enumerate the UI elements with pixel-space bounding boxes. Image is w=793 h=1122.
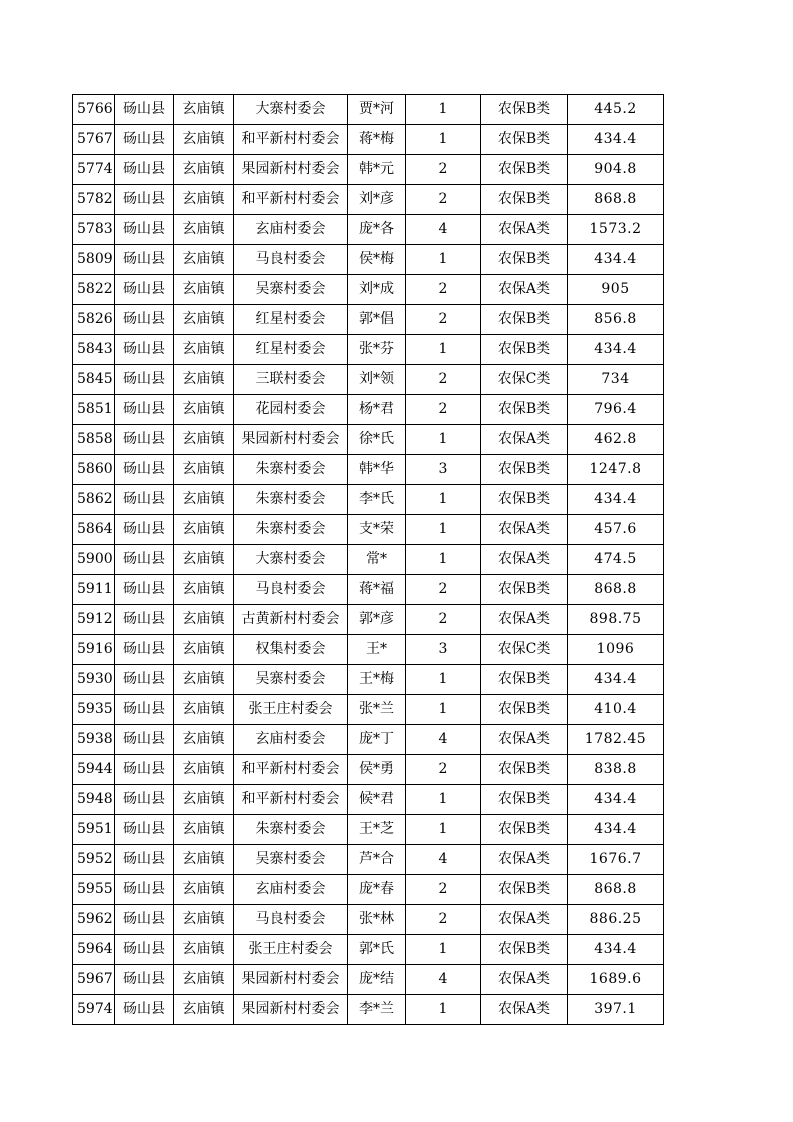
town-cell: 玄庙镇 <box>174 515 234 545</box>
category-cell: 农保A类 <box>481 275 568 305</box>
household-count-cell: 1 <box>406 695 481 725</box>
name-cell: 常* <box>348 545 406 575</box>
category-cell: 农保A类 <box>481 845 568 875</box>
household-count-cell: 1 <box>406 815 481 845</box>
table-row <box>73 485 664 515</box>
village-committee-cell: 权集村委会 <box>234 635 348 665</box>
county-cell: 砀山县 <box>115 425 174 455</box>
name-cell: 王*芝 <box>348 815 406 845</box>
household-count-cell: 1 <box>406 245 481 275</box>
village-committee-cell: 马良村委会 <box>234 905 348 935</box>
county-cell: 砀山县 <box>115 245 174 275</box>
amount-cell: 434.4 <box>568 485 664 515</box>
category-cell: 农保B类 <box>481 785 568 815</box>
amount-cell: 434.4 <box>568 785 664 815</box>
record-id-cell: 5782 <box>73 185 115 215</box>
name-cell: 庞*结 <box>348 965 406 995</box>
county-cell: 砀山县 <box>115 905 174 935</box>
amount-cell: 898.75 <box>568 605 664 635</box>
name-cell: 庞*各 <box>348 215 406 245</box>
table-row <box>73 305 664 335</box>
village-committee-cell: 红星村委会 <box>234 335 348 365</box>
table-row <box>73 185 664 215</box>
town-cell: 玄庙镇 <box>174 95 234 125</box>
table-row <box>73 725 664 755</box>
name-cell: 郭*氏 <box>348 935 406 965</box>
town-cell: 玄庙镇 <box>174 755 234 785</box>
record-id-cell: 5911 <box>73 575 115 605</box>
county-cell: 砀山县 <box>115 935 174 965</box>
household-count-cell: 1 <box>406 485 481 515</box>
amount-cell: 796.4 <box>568 395 664 425</box>
table-row <box>73 605 664 635</box>
amount-cell: 838.8 <box>568 755 664 785</box>
town-cell: 玄庙镇 <box>174 275 234 305</box>
record-id-cell: 5767 <box>73 125 115 155</box>
county-cell: 砀山县 <box>115 965 174 995</box>
household-count-cell: 4 <box>406 965 481 995</box>
household-count-cell: 2 <box>406 575 481 605</box>
household-count-cell: 2 <box>406 365 481 395</box>
county-cell: 砀山县 <box>115 695 174 725</box>
table-body <box>73 95 664 1025</box>
name-cell: 刘*领 <box>348 365 406 395</box>
table-row <box>73 515 664 545</box>
county-cell: 砀山县 <box>115 185 174 215</box>
county-cell: 砀山县 <box>115 305 174 335</box>
town-cell: 玄庙镇 <box>174 575 234 605</box>
amount-cell: 904.8 <box>568 155 664 185</box>
county-cell: 砀山县 <box>115 725 174 755</box>
county-cell: 砀山县 <box>115 215 174 245</box>
amount-cell: 434.4 <box>568 815 664 845</box>
record-id-cell: 5935 <box>73 695 115 725</box>
town-cell: 玄庙镇 <box>174 695 234 725</box>
county-cell: 砀山县 <box>115 155 174 185</box>
name-cell: 支*荣 <box>348 515 406 545</box>
amount-cell: 1782.45 <box>568 725 664 755</box>
category-cell: 农保B类 <box>481 755 568 785</box>
town-cell: 玄庙镇 <box>174 185 234 215</box>
household-count-cell: 2 <box>406 185 481 215</box>
table-row <box>73 755 664 785</box>
amount-cell: 905 <box>568 275 664 305</box>
household-count-cell: 2 <box>406 275 481 305</box>
record-id-cell: 5944 <box>73 755 115 785</box>
record-id-cell: 5974 <box>73 995 115 1025</box>
town-cell: 玄庙镇 <box>174 425 234 455</box>
data-table <box>72 94 664 1025</box>
name-cell: 郭*彦 <box>348 605 406 635</box>
county-cell: 砀山县 <box>115 95 174 125</box>
category-cell: 农保A类 <box>481 215 568 245</box>
village-committee-cell: 果园新村村委会 <box>234 425 348 455</box>
amount-cell: 734 <box>568 365 664 395</box>
amount-cell: 868.8 <box>568 185 664 215</box>
household-count-cell: 1 <box>406 995 481 1025</box>
name-cell: 韩*华 <box>348 455 406 485</box>
town-cell: 玄庙镇 <box>174 215 234 245</box>
table-row <box>73 275 664 305</box>
amount-cell: 434.4 <box>568 245 664 275</box>
record-id-cell: 5822 <box>73 275 115 305</box>
village-committee-cell: 三联村委会 <box>234 365 348 395</box>
record-id-cell: 5962 <box>73 905 115 935</box>
household-count-cell: 2 <box>406 905 481 935</box>
county-cell: 砀山县 <box>115 635 174 665</box>
name-cell: 张*林 <box>348 905 406 935</box>
table-row <box>73 905 664 935</box>
record-id-cell: 5774 <box>73 155 115 185</box>
town-cell: 玄庙镇 <box>174 785 234 815</box>
household-count-cell: 1 <box>406 95 481 125</box>
table-row <box>73 635 664 665</box>
household-count-cell: 1 <box>406 935 481 965</box>
household-count-cell: 1 <box>406 545 481 575</box>
table-row <box>73 785 664 815</box>
village-committee-cell: 大寨村委会 <box>234 95 348 125</box>
record-id-cell: 5967 <box>73 965 115 995</box>
household-count-cell: 1 <box>406 125 481 155</box>
village-committee-cell: 和平新村村委会 <box>234 185 348 215</box>
village-committee-cell: 朱寨村委会 <box>234 815 348 845</box>
name-cell: 李*兰 <box>348 995 406 1025</box>
name-cell: 贾*河 <box>348 95 406 125</box>
county-cell: 砀山县 <box>115 545 174 575</box>
household-count-cell: 1 <box>406 515 481 545</box>
category-cell: 农保A类 <box>481 965 568 995</box>
amount-cell: 434.4 <box>568 335 664 365</box>
amount-cell: 462.8 <box>568 425 664 455</box>
category-cell: 农保A类 <box>481 995 568 1025</box>
table-row <box>73 875 664 905</box>
town-cell: 玄庙镇 <box>174 155 234 185</box>
amount-cell: 445.2 <box>568 95 664 125</box>
town-cell: 玄庙镇 <box>174 875 234 905</box>
village-committee-cell: 张王庄村委会 <box>234 695 348 725</box>
name-cell: 韩*元 <box>348 155 406 185</box>
category-cell: 农保B类 <box>481 665 568 695</box>
name-cell: 李*氏 <box>348 485 406 515</box>
category-cell: 农保B类 <box>481 485 568 515</box>
table-row <box>73 815 664 845</box>
county-cell: 砀山县 <box>115 815 174 845</box>
table-row <box>73 845 664 875</box>
town-cell: 玄庙镇 <box>174 365 234 395</box>
name-cell: 刘*彦 <box>348 185 406 215</box>
name-cell: 候*君 <box>348 785 406 815</box>
town-cell: 玄庙镇 <box>174 455 234 485</box>
record-id-cell: 5900 <box>73 545 115 575</box>
table-row <box>73 245 664 275</box>
town-cell: 玄庙镇 <box>174 635 234 665</box>
village-committee-cell: 和平新村村委会 <box>234 755 348 785</box>
table-row <box>73 695 664 725</box>
category-cell: 农保B类 <box>481 455 568 485</box>
table-row <box>73 665 664 695</box>
county-cell: 砀山县 <box>115 575 174 605</box>
category-cell: 农保B类 <box>481 305 568 335</box>
amount-cell: 457.6 <box>568 515 664 545</box>
amount-cell: 886.25 <box>568 905 664 935</box>
table-row <box>73 95 664 125</box>
village-committee-cell: 玄庙村委会 <box>234 215 348 245</box>
record-id-cell: 5864 <box>73 515 115 545</box>
name-cell: 蒋*梅 <box>348 125 406 155</box>
village-committee-cell: 果园新村村委会 <box>234 965 348 995</box>
category-cell: 农保A类 <box>481 725 568 755</box>
table-row <box>73 395 664 425</box>
category-cell: 农保C类 <box>481 365 568 395</box>
amount-cell: 1689.6 <box>568 965 664 995</box>
household-count-cell: 1 <box>406 425 481 455</box>
town-cell: 玄庙镇 <box>174 395 234 425</box>
village-committee-cell: 红星村委会 <box>234 305 348 335</box>
record-id-cell: 5951 <box>73 815 115 845</box>
category-cell: 农保A类 <box>481 605 568 635</box>
household-count-cell: 2 <box>406 155 481 185</box>
amount-cell: 1096 <box>568 635 664 665</box>
town-cell: 玄庙镇 <box>174 965 234 995</box>
town-cell: 玄庙镇 <box>174 845 234 875</box>
county-cell: 砀山县 <box>115 785 174 815</box>
category-cell: 农保B类 <box>481 815 568 845</box>
village-committee-cell: 果园新村村委会 <box>234 155 348 185</box>
village-committee-cell: 朱寨村委会 <box>234 485 348 515</box>
household-count-cell: 1 <box>406 665 481 695</box>
record-id-cell: 5860 <box>73 455 115 485</box>
category-cell: 农保B类 <box>481 245 568 275</box>
county-cell: 砀山县 <box>115 605 174 635</box>
category-cell: 农保A类 <box>481 905 568 935</box>
category-cell: 农保B类 <box>481 125 568 155</box>
town-cell: 玄庙镇 <box>174 125 234 155</box>
category-cell: 农保B类 <box>481 95 568 125</box>
county-cell: 砀山县 <box>115 665 174 695</box>
record-id-cell: 5930 <box>73 665 115 695</box>
name-cell: 郭*倡 <box>348 305 406 335</box>
amount-cell: 1573.2 <box>568 215 664 245</box>
village-committee-cell: 和平新村村委会 <box>234 785 348 815</box>
village-committee-cell: 吴寨村委会 <box>234 845 348 875</box>
household-count-cell: 3 <box>406 455 481 485</box>
name-cell: 芦*合 <box>348 845 406 875</box>
household-count-cell: 4 <box>406 215 481 245</box>
county-cell: 砀山县 <box>115 515 174 545</box>
household-count-cell: 3 <box>406 635 481 665</box>
table-row <box>73 965 664 995</box>
town-cell: 玄庙镇 <box>174 545 234 575</box>
category-cell: 农保B类 <box>481 875 568 905</box>
county-cell: 砀山县 <box>115 395 174 425</box>
table-row <box>73 155 664 185</box>
town-cell: 玄庙镇 <box>174 935 234 965</box>
amount-cell: 1676.7 <box>568 845 664 875</box>
record-id-cell: 5851 <box>73 395 115 425</box>
town-cell: 玄庙镇 <box>174 605 234 635</box>
table-row <box>73 995 664 1025</box>
record-id-cell: 5809 <box>73 245 115 275</box>
town-cell: 玄庙镇 <box>174 665 234 695</box>
village-committee-cell: 马良村委会 <box>234 575 348 605</box>
name-cell: 侯*梅 <box>348 245 406 275</box>
village-committee-cell: 和平新村村委会 <box>234 125 348 155</box>
village-committee-cell: 吴寨村委会 <box>234 275 348 305</box>
category-cell: 农保A类 <box>481 425 568 455</box>
village-committee-cell: 果园新村村委会 <box>234 995 348 1025</box>
table-row <box>73 575 664 605</box>
household-count-cell: 4 <box>406 845 481 875</box>
amount-cell: 856.8 <box>568 305 664 335</box>
record-id-cell: 5938 <box>73 725 115 755</box>
record-id-cell: 5766 <box>73 95 115 125</box>
amount-cell: 434.4 <box>568 665 664 695</box>
category-cell: 农保B类 <box>481 395 568 425</box>
county-cell: 砀山县 <box>115 845 174 875</box>
household-count-cell: 2 <box>406 755 481 785</box>
county-cell: 砀山县 <box>115 365 174 395</box>
household-count-cell: 1 <box>406 785 481 815</box>
village-committee-cell: 朱寨村委会 <box>234 515 348 545</box>
county-cell: 砀山县 <box>115 455 174 485</box>
town-cell: 玄庙镇 <box>174 725 234 755</box>
household-count-cell: 1 <box>406 335 481 365</box>
category-cell: 农保B类 <box>481 575 568 605</box>
name-cell: 王* <box>348 635 406 665</box>
county-cell: 砀山县 <box>115 125 174 155</box>
record-id-cell: 5862 <box>73 485 115 515</box>
town-cell: 玄庙镇 <box>174 305 234 335</box>
category-cell: 农保B类 <box>481 695 568 725</box>
record-id-cell: 5783 <box>73 215 115 245</box>
record-id-cell: 5858 <box>73 425 115 455</box>
category-cell: 农保B类 <box>481 155 568 185</box>
village-committee-cell: 玄庙村委会 <box>234 875 348 905</box>
village-committee-cell: 张王庄村委会 <box>234 935 348 965</box>
county-cell: 砀山县 <box>115 995 174 1025</box>
amount-cell: 434.4 <box>568 125 664 155</box>
name-cell: 张*兰 <box>348 695 406 725</box>
household-count-cell: 2 <box>406 395 481 425</box>
name-cell: 王*梅 <box>348 665 406 695</box>
record-id-cell: 5845 <box>73 365 115 395</box>
village-committee-cell: 朱寨村委会 <box>234 455 348 485</box>
amount-cell: 397.1 <box>568 995 664 1025</box>
name-cell: 张*芬 <box>348 335 406 365</box>
category-cell: 农保B类 <box>481 935 568 965</box>
county-cell: 砀山县 <box>115 485 174 515</box>
name-cell: 庞*丁 <box>348 725 406 755</box>
household-count-cell: 2 <box>406 305 481 335</box>
category-cell: 农保B类 <box>481 335 568 365</box>
record-id-cell: 5826 <box>73 305 115 335</box>
county-cell: 砀山县 <box>115 875 174 905</box>
record-id-cell: 5955 <box>73 875 115 905</box>
category-cell: 农保A类 <box>481 545 568 575</box>
table-row <box>73 215 664 245</box>
amount-cell: 868.8 <box>568 575 664 605</box>
village-committee-cell: 花园村委会 <box>234 395 348 425</box>
record-id-cell: 5916 <box>73 635 115 665</box>
village-committee-cell: 玄庙村委会 <box>234 725 348 755</box>
table-row <box>73 425 664 455</box>
county-cell: 砀山县 <box>115 755 174 785</box>
table-row <box>73 545 664 575</box>
county-cell: 砀山县 <box>115 275 174 305</box>
category-cell: 农保B类 <box>481 185 568 215</box>
town-cell: 玄庙镇 <box>174 245 234 275</box>
table-row <box>73 935 664 965</box>
amount-cell: 868.8 <box>568 875 664 905</box>
town-cell: 玄庙镇 <box>174 335 234 365</box>
name-cell: 杨*君 <box>348 395 406 425</box>
village-committee-cell: 吴寨村委会 <box>234 665 348 695</box>
record-id-cell: 5964 <box>73 935 115 965</box>
amount-cell: 474.5 <box>568 545 664 575</box>
town-cell: 玄庙镇 <box>174 995 234 1025</box>
village-committee-cell: 古黄新村村委会 <box>234 605 348 635</box>
amount-cell: 1247.8 <box>568 455 664 485</box>
table-row <box>73 335 664 365</box>
town-cell: 玄庙镇 <box>174 905 234 935</box>
household-count-cell: 4 <box>406 725 481 755</box>
name-cell: 徐*氏 <box>348 425 406 455</box>
town-cell: 玄庙镇 <box>174 815 234 845</box>
record-id-cell: 5952 <box>73 845 115 875</box>
name-cell: 庞*春 <box>348 875 406 905</box>
household-count-cell: 2 <box>406 605 481 635</box>
table-row <box>73 365 664 395</box>
village-committee-cell: 大寨村委会 <box>234 545 348 575</box>
record-id-cell: 5843 <box>73 335 115 365</box>
name-cell: 侯*勇 <box>348 755 406 785</box>
household-count-cell: 2 <box>406 875 481 905</box>
county-cell: 砀山县 <box>115 335 174 365</box>
name-cell: 刘*成 <box>348 275 406 305</box>
amount-cell: 434.4 <box>568 935 664 965</box>
category-cell: 农保C类 <box>481 635 568 665</box>
record-id-cell: 5948 <box>73 785 115 815</box>
village-committee-cell: 马良村委会 <box>234 245 348 275</box>
table-row <box>73 455 664 485</box>
record-id-cell: 5912 <box>73 605 115 635</box>
name-cell: 蒋*福 <box>348 575 406 605</box>
town-cell: 玄庙镇 <box>174 485 234 515</box>
amount-cell: 410.4 <box>568 695 664 725</box>
category-cell: 农保A类 <box>481 515 568 545</box>
table-row <box>73 125 664 155</box>
